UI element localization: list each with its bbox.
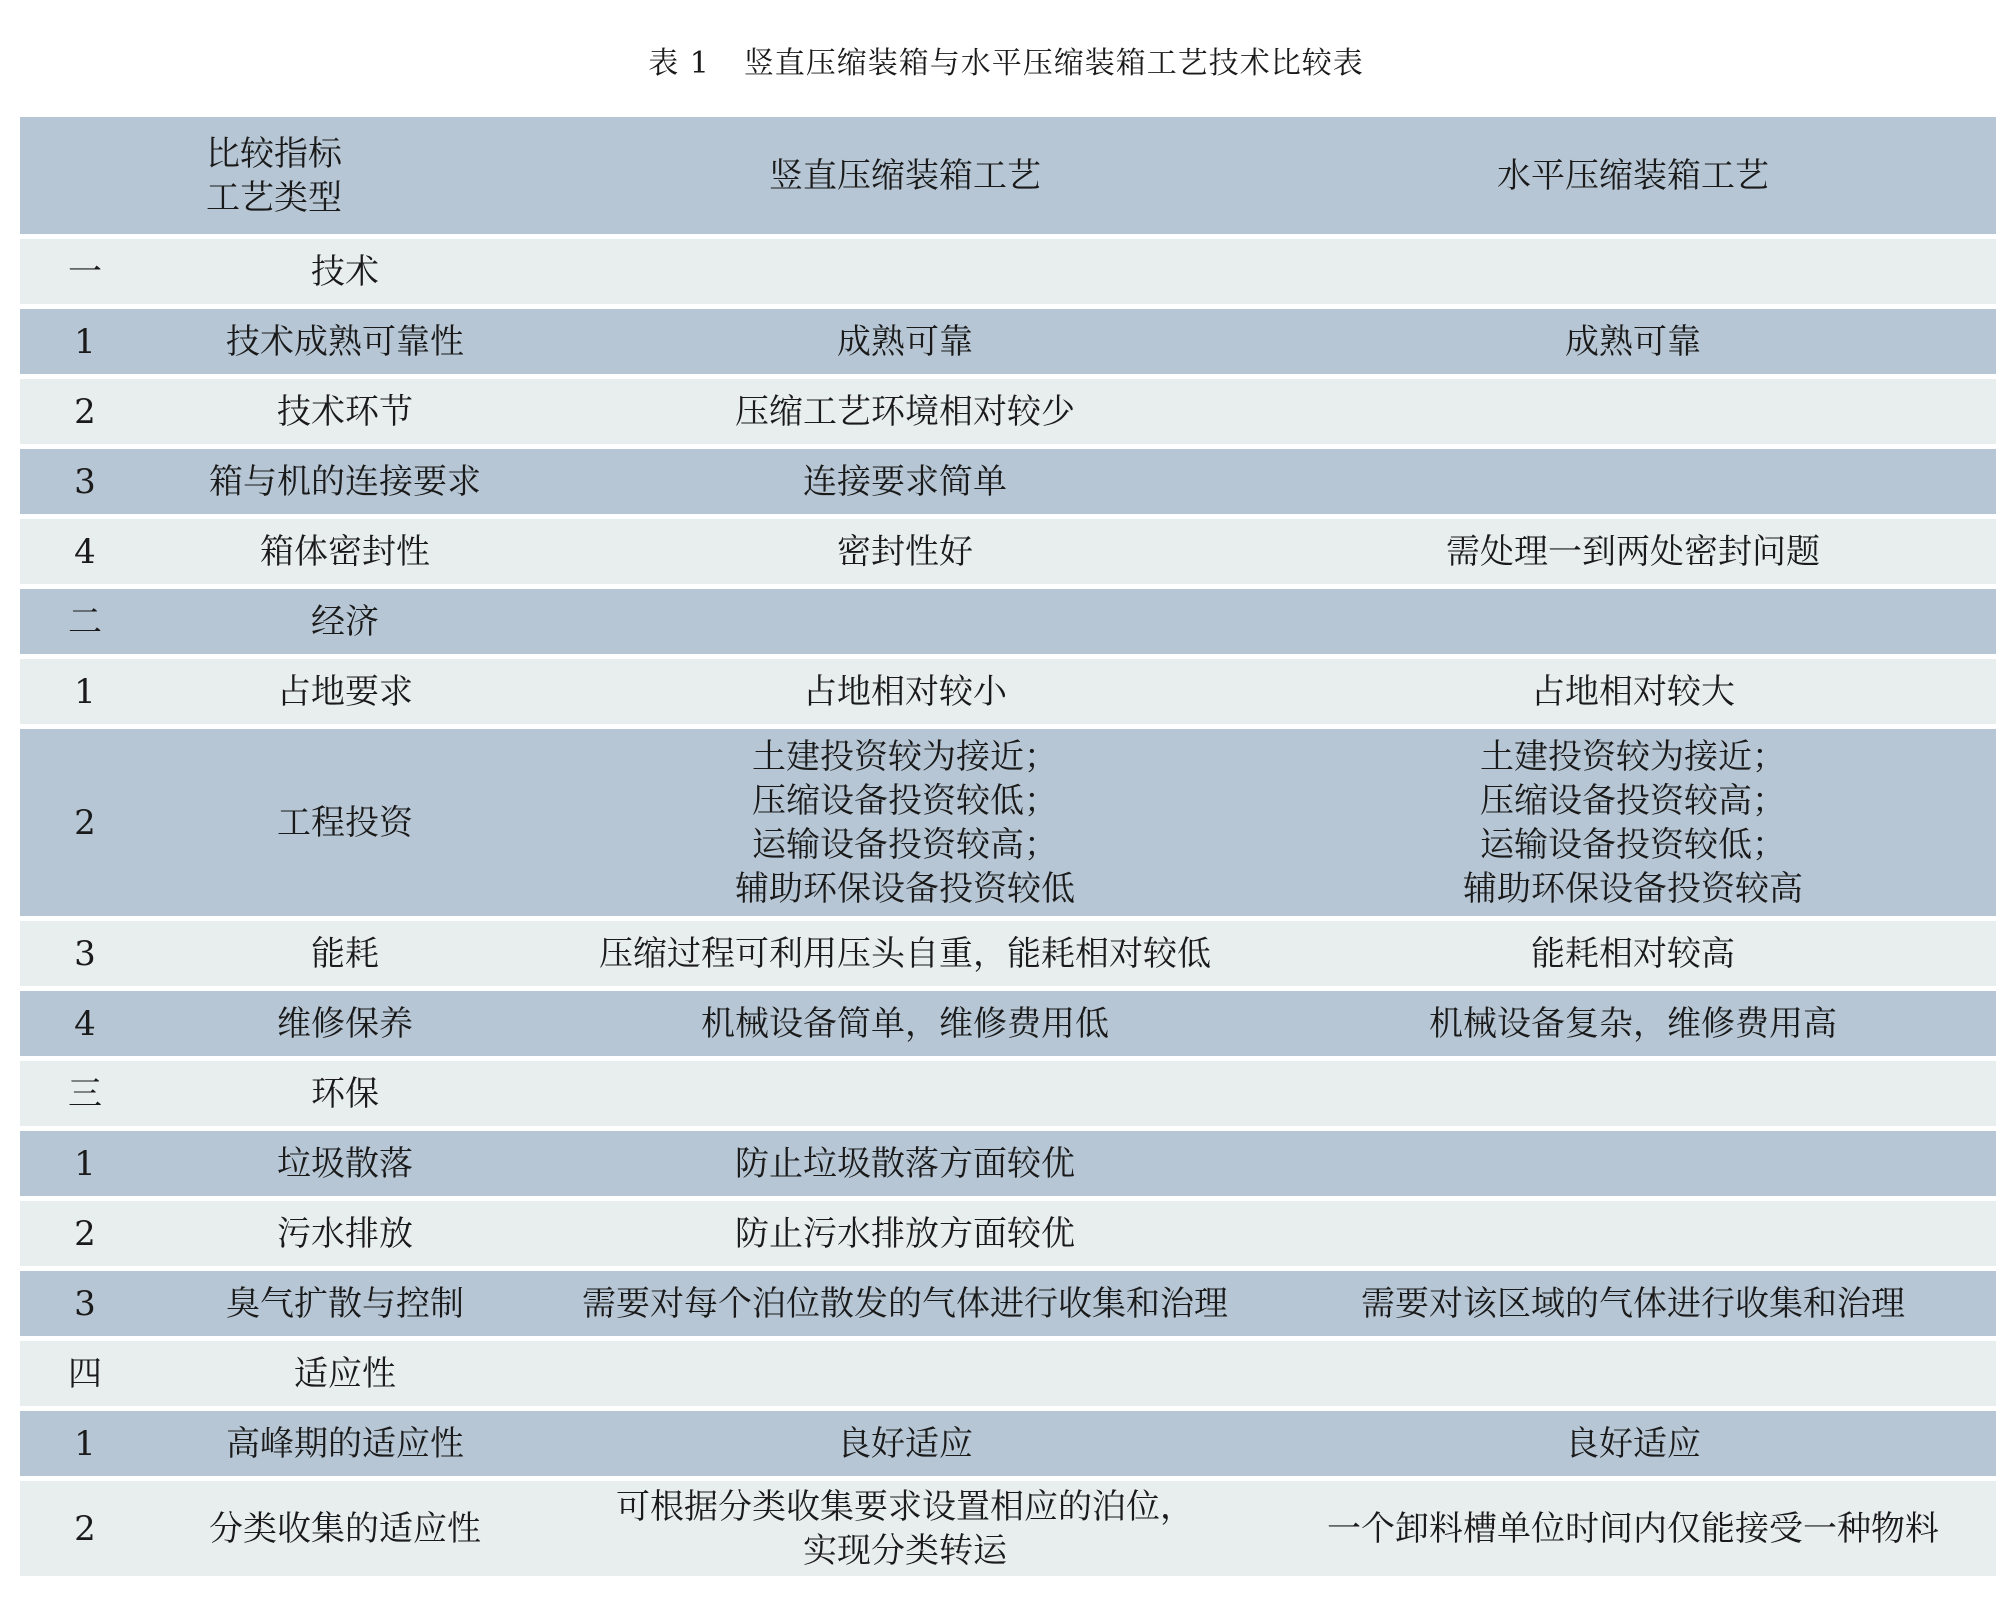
row-horizontal-value: [1270, 379, 1996, 444]
row-vertical-value: 机械设备简单，维修费用低: [540, 991, 1270, 1056]
table-row: [20, 239, 1996, 304]
row-item: 分类收集的适应性: [150, 1481, 540, 1576]
row-vertical-value: [540, 1061, 1270, 1126]
table-title: 竖直压缩装箱与水平压缩装箱工艺技术比较表: [743, 46, 1364, 81]
row-number: 3: [20, 1271, 150, 1336]
table-row: [20, 589, 1996, 654]
row-vertical-value: 压缩工艺环境相对较少: [540, 379, 1270, 444]
row-item: 能耗: [150, 921, 540, 986]
table-row: [20, 991, 1996, 1056]
row-horizontal-value: [1270, 239, 1996, 304]
row-number: 2: [20, 379, 150, 444]
header-horizontal-process: 水平压缩装箱工艺: [1270, 117, 1996, 234]
row-horizontal-value: 占地相对较大: [1270, 659, 1996, 724]
row-number: 3: [20, 921, 150, 986]
row-horizontal-value: 良好适应: [1270, 1411, 1996, 1476]
row-vertical-value: 占地相对较小: [540, 659, 1270, 724]
header-vertical-process: 竖直压缩装箱工艺: [540, 117, 1270, 234]
table-caption: [0, 38, 2012, 82]
table-row: [20, 379, 1996, 444]
row-vertical-value: 成熟可靠: [540, 309, 1270, 374]
row-vertical-value: 防止污水排放方面较优: [540, 1201, 1270, 1266]
row-number: 2: [20, 1481, 150, 1576]
row-number: 3: [20, 449, 150, 514]
row-horizontal-value: 成熟可靠: [1270, 309, 1996, 374]
table-number: 表 1: [648, 46, 710, 81]
table-row: [20, 1201, 1996, 1266]
row-number: 二: [20, 589, 150, 654]
row-vertical-value: 可根据分类收集要求设置相应的泊位， 实现分类转运: [540, 1481, 1270, 1576]
row-vertical-value: [540, 589, 1270, 654]
row-item: 技术环节: [150, 379, 540, 444]
row-vertical-value: 防止垃圾散落方面较优: [540, 1131, 1270, 1196]
row-item: 臭气扩散与控制: [150, 1271, 540, 1336]
row-vertical-value: 连接要求简单: [540, 449, 1270, 514]
row-item: 维修保养: [150, 991, 540, 1056]
row-horizontal-value: 土建投资较为接近； 压缩设备投资较高； 运输设备投资较低； 辅助环保设备投资较高: [1270, 729, 1996, 916]
row-item: 技术成熟可靠性: [150, 309, 540, 374]
row-item: 经济: [150, 589, 540, 654]
table-row: [20, 1131, 1996, 1196]
row-item: 工程投资: [150, 729, 540, 916]
table-row: [20, 1271, 1996, 1336]
header-corner-bottom: 工艺类型: [206, 177, 342, 218]
row-number: 4: [20, 519, 150, 584]
table-row: [20, 729, 1996, 916]
row-number: 1: [20, 659, 150, 724]
row-vertical-value: 密封性好: [540, 519, 1270, 584]
row-vertical-value: 压缩过程可利用压头自重，能耗相对较低: [540, 921, 1270, 986]
row-horizontal-value: [1270, 1061, 1996, 1126]
row-item: 适应性: [150, 1341, 540, 1406]
row-number: 2: [20, 1201, 150, 1266]
table-row: [20, 659, 1996, 724]
row-number: 4: [20, 991, 150, 1056]
row-number: 1: [20, 309, 150, 374]
table-row: [20, 1481, 1996, 1576]
row-vertical-value: 良好适应: [540, 1411, 1270, 1476]
row-number: 一: [20, 239, 150, 304]
table-row: [20, 449, 1996, 514]
row-vertical-value: [540, 239, 1270, 304]
row-item: 箱体密封性: [150, 519, 540, 584]
table-row: [20, 1341, 1996, 1406]
row-horizontal-value: [1270, 449, 1996, 514]
row-horizontal-value: [1270, 1131, 1996, 1196]
table-row: [20, 309, 1996, 374]
row-item: 箱与机的连接要求: [150, 449, 540, 514]
row-number: 三: [20, 1061, 150, 1126]
header-corner-top: 比较指标: [206, 133, 342, 174]
table-row: [20, 921, 1996, 986]
table-row: [20, 519, 1996, 584]
row-horizontal-value: [1270, 1201, 1996, 1266]
table-row: [20, 1061, 1996, 1126]
table-header-row: [20, 117, 1996, 234]
row-vertical-value: [540, 1341, 1270, 1406]
row-item: 高峰期的适应性: [150, 1411, 540, 1476]
row-item: 污水排放: [150, 1201, 540, 1266]
row-horizontal-value: 能耗相对较高: [1270, 921, 1996, 986]
row-horizontal-value: 需处理一到两处密封问题: [1270, 519, 1996, 584]
row-horizontal-value: 机械设备复杂，维修费用高: [1270, 991, 1996, 1056]
table-row: [20, 1411, 1996, 1476]
row-number: 1: [20, 1131, 150, 1196]
row-item: 占地要求: [150, 659, 540, 724]
row-item: 环保: [150, 1061, 540, 1126]
row-item: 垃圾散落: [150, 1131, 540, 1196]
row-horizontal-value: 需要对该区域的气体进行收集和治理: [1270, 1271, 1996, 1336]
row-vertical-value: 需要对每个泊位散发的气体进行收集和治理: [540, 1271, 1270, 1336]
row-number: 2: [20, 729, 150, 916]
row-vertical-value: 土建投资较为接近； 压缩设备投资较低； 运输设备投资较高； 辅助环保设备投资较低: [540, 729, 1270, 916]
header-corner-cell: [20, 117, 540, 234]
row-number: 1: [20, 1411, 150, 1476]
row-item: 技术: [150, 239, 540, 304]
row-horizontal-value: [1270, 1341, 1996, 1406]
comparison-table: [20, 112, 1996, 1581]
row-horizontal-value: [1270, 589, 1996, 654]
row-horizontal-value: 一个卸料槽单位时间内仅能接受一种物料: [1270, 1481, 1996, 1576]
row-number: 四: [20, 1341, 150, 1406]
